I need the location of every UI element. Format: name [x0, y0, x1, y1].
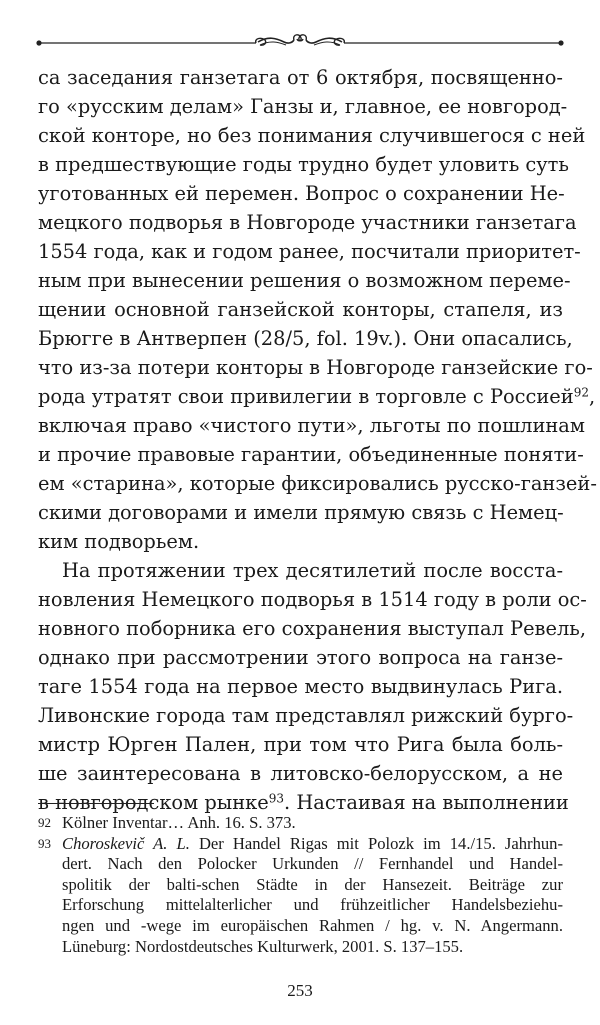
footnote-line: dert. Nach den Polocker Urkunden // Fernhandel und Handel-	[62, 854, 563, 874]
text-fragment: ,	[589, 385, 596, 408]
footnote-line	[62, 834, 563, 855]
footnote-line: ngen und -wege im europäischen Rahmen / hg. v. N. Angermann.	[62, 915, 563, 935]
text-line: Ливонские города там представлял рижский бурго-	[38, 704, 574, 727]
text-line: На протяжении трех десятилетий после восста-	[62, 559, 563, 582]
footnote-author: Choroskevič A. L.	[62, 833, 190, 853]
text-line: го «русским делам» Ганзы и, главное, ее новгород-	[38, 95, 568, 118]
text-line: мецкого подворья в Новгороде участники ганзетага	[38, 211, 577, 234]
text-line: таге 1554 года на первое место выдвинулась Рига.	[38, 675, 563, 698]
text-line: щении основной ганзейской конторы, стапеля, из	[38, 298, 563, 321]
text-fragment: рода утратят свои привилегии в торговле с Россией	[38, 385, 574, 408]
text-line: однако при рассмотрении этого вопроса на ганзе-	[38, 646, 563, 669]
footnote-ref-93[interactable]: 93	[268, 791, 285, 806]
footnote-line: Lüneburg: Nordostdeutsches Kulturwerk, 2001. S. 137–155.	[62, 936, 464, 956]
scroll-ornament-icon	[36, 34, 564, 54]
footnote-line: Kölner Inventar… Anh. 16. S. 373.	[62, 813, 296, 832]
text-line: скими договорами и имели прямую связь с Немец-	[38, 501, 564, 524]
page-number: 253	[287, 981, 313, 1000]
footnote-text: Der Handel Rigas mit Polozk im 14./15. Jahrhun-	[189, 833, 563, 853]
ornamental-divider	[36, 34, 564, 54]
text-fragment: в новгородском рынке	[38, 791, 269, 814]
text-line: ем «старина», которые фиксировались русско-ганзей-	[38, 472, 597, 495]
footnote-line: spolitik der balti-schen Städte in der Hansezeit. Beiträge zur	[62, 874, 563, 894]
footnote-number: 92	[38, 815, 51, 830]
footnote-93	[38, 834, 563, 958]
footnote-number: 93	[38, 835, 51, 851]
text-line: уготованных ей перемен. Вопрос о сохранении Не-	[38, 182, 565, 205]
text-line: и прочие правовые гарантии, объединенные поняти-	[38, 443, 584, 466]
text-line: новления Немецкого подворья в 1514 году в роли ос-	[38, 588, 587, 611]
text-line	[38, 382, 596, 411]
text-line: мистр Юрген Пален, при том что Рига была боль-	[38, 733, 563, 756]
footnote-line: Erforschung mittelalterlicher und frühzeitlicher Handelsbeziehu-	[62, 895, 563, 915]
text-line: включая право «чистого пути», льготы по пошлинам	[38, 414, 585, 437]
text-line: 1554 года, как и годом ранее, посчитали приоритет-	[38, 240, 581, 263]
text-line: са заседания ганзетага от 6 октября, посвященно-	[38, 66, 563, 89]
text-line: ким подворьем.	[38, 530, 200, 553]
body-text	[38, 63, 597, 817]
text-line: ской конторе, но без понимания случившегося с ней	[38, 124, 586, 147]
text-line: Брюгге в Антверпен (28/5, fol. 19v.). Они опасались,	[38, 327, 573, 350]
footnotes	[38, 813, 563, 957]
text-line: новного поборника его сохранения выступал Ревель,	[38, 617, 586, 640]
text-line: что из-за потери конторы в Новгороде ганзейские го-	[38, 356, 593, 379]
text-fragment: . Настаивая на выполнении	[284, 791, 569, 814]
footnote-separator	[38, 803, 154, 804]
text-line: ше заинтересована в литовско-белорусском, а не	[38, 762, 563, 785]
footnote-ref-92[interactable]: 92	[573, 385, 590, 400]
text-line: ным при вынесении решения о возможном переме-	[38, 269, 571, 292]
text-line: в предшествующие годы трудно будет уловить суть	[38, 153, 569, 176]
footnote-92	[38, 813, 563, 834]
